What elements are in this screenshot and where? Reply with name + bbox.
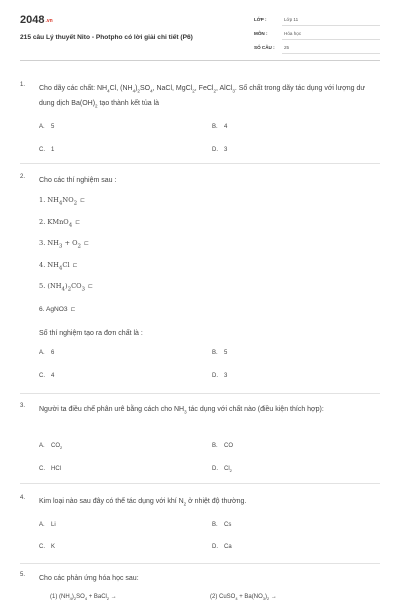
option-d[interactable]: D. 3 xyxy=(212,373,228,379)
question-number: 3. xyxy=(20,403,26,409)
meta-underline xyxy=(282,53,380,54)
option-b[interactable]: B. Cs xyxy=(212,522,232,528)
meta-count-value: 25 xyxy=(284,45,290,50)
experiment-item-5: 5. $(NH_4)_2CO_3$ ⊏ xyxy=(39,282,94,293)
question-subtext: Số thí nghiệm tạo ra đơn chất là : xyxy=(39,330,143,337)
image-placeholder-icon: ⊏ xyxy=(88,283,94,290)
meta-count xyxy=(254,44,380,54)
option-d[interactable]: D. $Cl_2$ xyxy=(212,466,232,474)
question-text: Cho dãy các chất: $NH_4Cl$, $(NH_4)_2SO_4$, NaCl, MgCl$_2$, FeCl$_2$, AlCl$_3$. Số chất trong dãy tác dụng với lượng dư dung dịch $Ba(OH)_2$ tạo thành kết tủa là xyxy=(39,85,366,109)
reaction-2: (2) CuSO$_4$ + $Ba(NO_3)_2$ → xyxy=(210,594,277,601)
question-text: Kim loại nào sau đây có thể tác dụng với khí $N_2$ ở nhiệt độ thường. xyxy=(39,498,247,507)
experiment-item-2: 2. KMnO$_4$ ⊏ xyxy=(39,218,81,229)
option-a[interactable]: A. $CO_2$ xyxy=(39,443,63,451)
meta-class xyxy=(254,16,380,26)
option-c[interactable]: C. HCl xyxy=(39,466,61,472)
question-text: Người ta điều chế phân urê bằng cách cho $NH_3$ tác dụng với chất nào (điều kiện thích hợp): xyxy=(39,406,324,415)
option-d[interactable]: D. 3 xyxy=(212,147,228,153)
question-divider xyxy=(20,483,380,484)
question-text: Cho các thí nghiệm sau : xyxy=(39,177,117,184)
option-a[interactable]: A. Li xyxy=(39,522,56,528)
logo-text: 2048 xyxy=(20,14,45,26)
meta-subject-value: Hóa học xyxy=(284,31,302,36)
image-placeholder-icon: ⊏ xyxy=(75,219,81,226)
header-divider xyxy=(20,60,380,61)
option-a[interactable]: A. 6 xyxy=(39,350,55,356)
reaction-1: (1) $(NH_4)_2SO_4$ + BaCl$_2$ → xyxy=(50,594,117,601)
experiment-item-1: 1. $NH_4NO_2$ ⊏ xyxy=(39,196,86,207)
image-placeholder-icon: ⊏ xyxy=(72,262,78,269)
option-b[interactable]: B. 5 xyxy=(212,350,228,356)
option-a[interactable]: A. 5 xyxy=(39,124,55,130)
option-b[interactable]: B. CO xyxy=(212,443,233,449)
meta-subject xyxy=(254,30,380,40)
question-divider xyxy=(20,563,380,564)
question-text: Cho các phản ứng hóa học sau: xyxy=(39,575,139,582)
question-divider xyxy=(20,393,380,394)
image-placeholder-icon: ⊏ xyxy=(80,197,86,204)
image-placeholder-icon: ⊏ xyxy=(84,240,90,247)
document-header xyxy=(0,0,400,62)
page-title: 215 câu Lý thuyết Nito - Photpho có lời giải chi tiết (P6) xyxy=(20,34,193,41)
experiment-item-3: 3. $NH_3 + O_2$ ⊏ xyxy=(39,239,90,250)
experiment-item-4: 4. $NH_4Cl$ ⊏ xyxy=(39,261,78,272)
question-number: 4. xyxy=(20,495,26,501)
option-c[interactable]: C. 1 xyxy=(39,147,55,153)
option-d[interactable]: D. Ca xyxy=(212,544,232,550)
meta-underline xyxy=(282,39,380,40)
option-b[interactable]: B. 4 xyxy=(212,124,228,130)
image-placeholder-icon: ⊏ xyxy=(70,306,76,313)
meta-count-label: SỐ CÂU : xyxy=(254,45,275,50)
experiment-item-6: 6. AgNO3 ⊏ xyxy=(39,306,76,313)
question-number: 5. xyxy=(20,572,26,578)
logo-suffix: .vn xyxy=(45,18,53,24)
site-logo[interactable] xyxy=(20,14,53,26)
option-c[interactable]: C. 4 xyxy=(39,373,55,379)
meta-underline xyxy=(282,25,380,26)
question-number: 2. xyxy=(20,174,26,180)
meta-subject-label: MÔN : xyxy=(254,31,268,36)
meta-class-value: Lớp 11 xyxy=(284,17,299,22)
option-c[interactable]: C. K xyxy=(39,544,56,550)
meta-class-label: LỚP : xyxy=(254,17,267,22)
question-divider xyxy=(20,163,380,164)
question-number: 1. xyxy=(20,82,26,88)
